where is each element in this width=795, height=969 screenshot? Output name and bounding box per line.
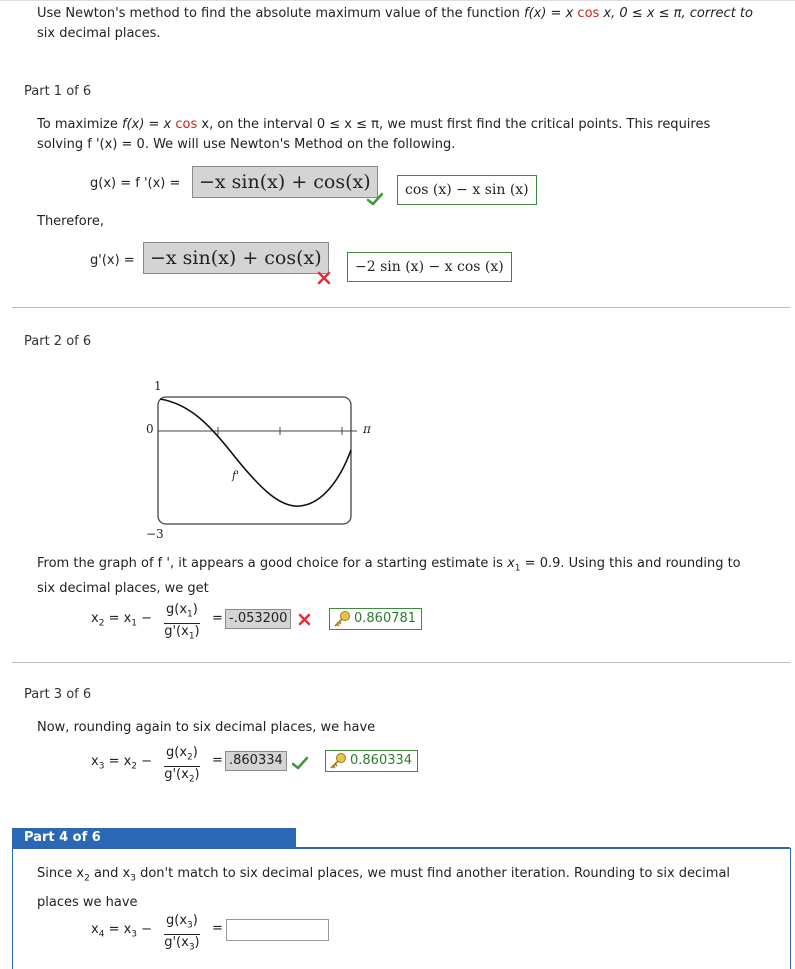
derivative-curve — [160, 399, 351, 506]
check-icon — [367, 192, 383, 206]
graph-curve-label: f' — [232, 469, 240, 482]
g-answer[interactable]: −x sin(x) + cos(x) — [192, 166, 378, 198]
part4-prompt: Since $x_2$ and $x_3$ don't match to six decimal places, we must find another iteration. Rounding to six decimal places we have — [37, 866, 731, 910]
g-label: g(x) = f '(x) = — [90, 176, 181, 191]
x4-answer-input[interactable] — [226, 919, 329, 941]
part4-top-rule — [296, 847, 790, 848]
question-text: Use Newton's method to find the absolute maximum value of the function f(x) = x cos x, 0 ≤ x ≤ π, correct to six decimal places. — [37, 6, 753, 41]
cross-icon — [317, 271, 331, 285]
x2-answer[interactable]: -.053200 — [225, 609, 291, 629]
gprime-label: g'(x) = — [90, 253, 135, 268]
cross-icon — [298, 613, 311, 626]
x3-equals: = — [212, 753, 223, 768]
part3-title: Part 3 of 6 — [24, 687, 92, 702]
x3-fraction: $\frac{g(x_2)}{g'(x_2)}$ — [164, 745, 200, 785]
x4-fraction: $\frac{g(x_3)}{g'(x_3)}$ — [164, 913, 200, 953]
x2-key-answer: 0.860781 — [329, 608, 422, 630]
gprime-correct-answer: −2 sin (x) − x cos (x) — [347, 252, 512, 282]
x4-equals: = — [212, 921, 223, 936]
x3-key-answer: 0.860334 — [325, 750, 418, 772]
part1-title: Part 1 of 6 — [24, 84, 92, 99]
therefore-text: Therefore, — [37, 214, 104, 229]
x2-fraction: $\frac{g(x_1)}{g'(x_1)}$ — [164, 602, 200, 642]
part3-prompt: Now, rounding again to six decimal places, we have — [37, 720, 376, 735]
x3-lhs: $x_3 = x_2$ − — [91, 754, 153, 772]
g-correct-answer: cos (x) − x sin (x) — [397, 175, 537, 205]
graph-frame — [158, 397, 351, 524]
graph-y-zero-label: 0 — [146, 422, 154, 436]
x4-lhs: $x_4 = x_3$ − — [91, 922, 153, 940]
top-rule — [0, 0, 795, 1]
key-icon — [329, 752, 347, 770]
separator-2 — [12, 662, 790, 663]
graph-y-bottom-label: −3 — [146, 527, 164, 541]
x2-lhs: $x_2 = x_1$ − — [91, 611, 153, 629]
x2-equals: = — [212, 611, 223, 626]
graph-y-top-label: 1 — [154, 379, 162, 393]
gprime-answer[interactable]: −x sin(x) + cos(x) — [143, 242, 329, 274]
check-icon — [292, 756, 308, 770]
separator-1 — [12, 307, 790, 308]
part2-prompt: From the graph of f ', it appears a good choice for a starting estimate is $x_1 = 0.9$. Using this and rounding to six decimal places, we get — [37, 556, 741, 596]
derivative-graph — [150, 390, 365, 530]
part2-title: Part 2 of 6 — [24, 334, 92, 349]
part1-prompt: To maximize f(x) = x cos x, on the interval 0 ≤ x ≤ π, we must first find the critical points. This requires solving f '(x) = 0. We will use Newton's Method on the following. — [37, 117, 711, 152]
x3-answer[interactable]: .860334 — [225, 751, 287, 771]
graph-x-pi-label: π — [363, 422, 371, 436]
key-icon — [333, 610, 351, 628]
part4-title: Part 4 of 6 — [12, 828, 296, 848]
